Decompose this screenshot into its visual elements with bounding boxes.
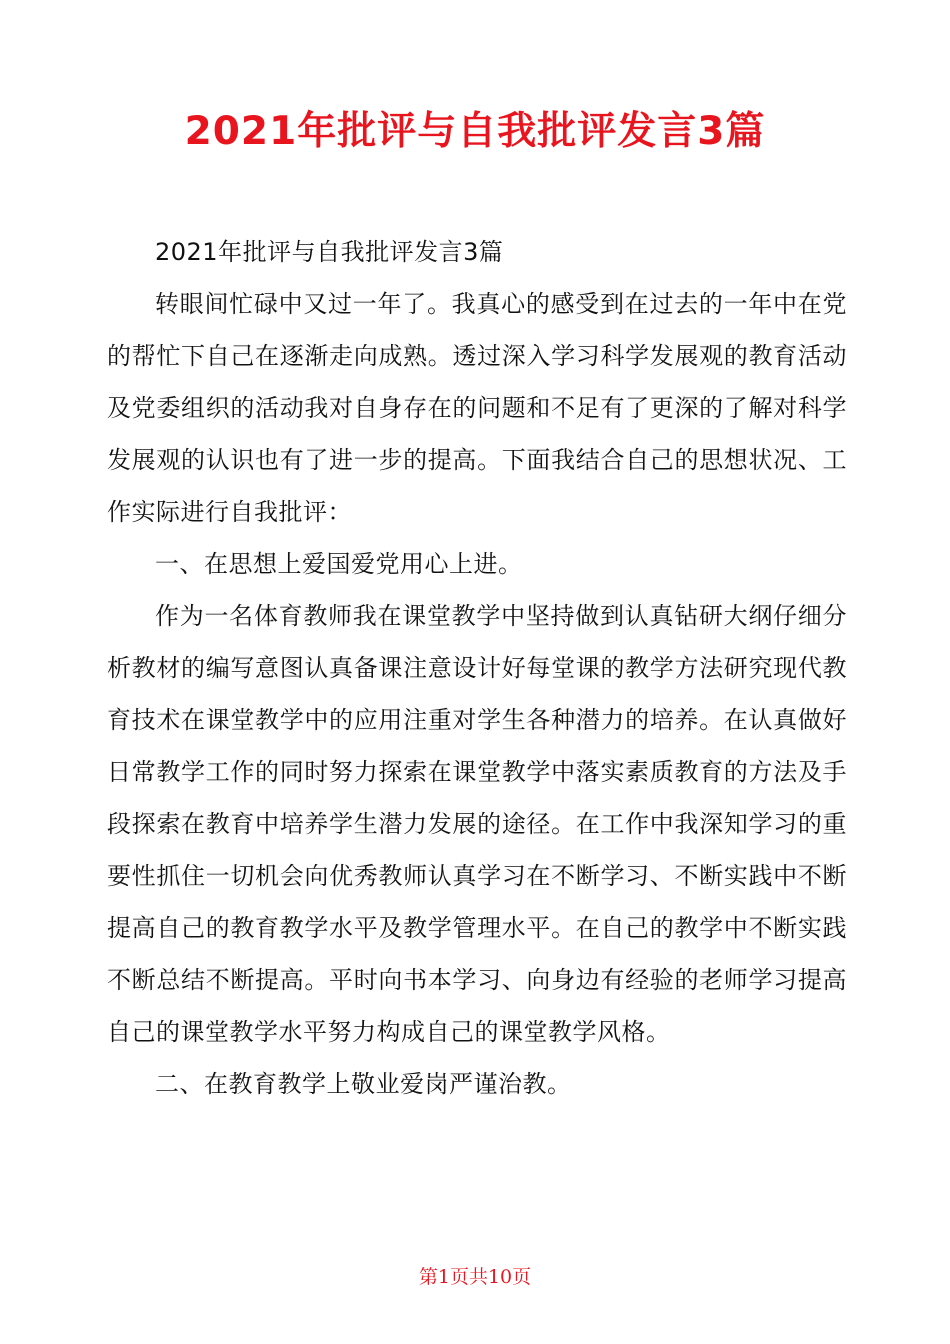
section-heading-1: 一、在思想上爱国爱党用心上进。 [155, 550, 523, 578]
paragraph-section-1: 作为一名体育教师我在课堂教学中坚持做到认真钻研大纲仔细分析教材的编写意图认真备课注意设计好每堂课的教学方法研究现代教育技术在课堂教学中的应用注重对学生各种潜力的培养。在认真做好日常教学工作的同时努力探索在课堂教学中落实素质教育的方法及手段探索在教育中培养学生潜力发展的途径。在工作中我深知学习的重要性抓住一切机会向优秀教师认真学习在不断学习、不断实践中不断提高自己的教育教学水平及教学管理水平。在自己的教学中不断实践不断总结不断提高。平时向书本学习、向身边有经验的老师学习提高自己的课堂教学水平努力构成自己的课堂教学风格。 [107, 602, 847, 1046]
section-heading-2: 二、在教育教学上敬业爱岗严谨治教。 [155, 1070, 572, 1098]
paragraph-intro: 转眼间忙碌中又过一年了。我真心的感受到在过去的一年中在党的帮忙下自己在逐渐走向成熟。透过深入学习科学发展观的教育活动及党委组织的活动我对自身存在的问题和不足有了更深的了解对科学发展观的认识也有了进一步的提高。下面我结合自己的思想状况、工作实际进行自我批评： [107, 290, 847, 526]
page-number-footer: 第1页共10页 [418, 1266, 532, 1288]
document-title: 2021年批评与自我批评发言3篇 [184, 109, 766, 154]
document-body [107, 226, 847, 1110]
paragraph-subtitle: 2021年批评与自我批评发言3篇 [155, 238, 504, 266]
